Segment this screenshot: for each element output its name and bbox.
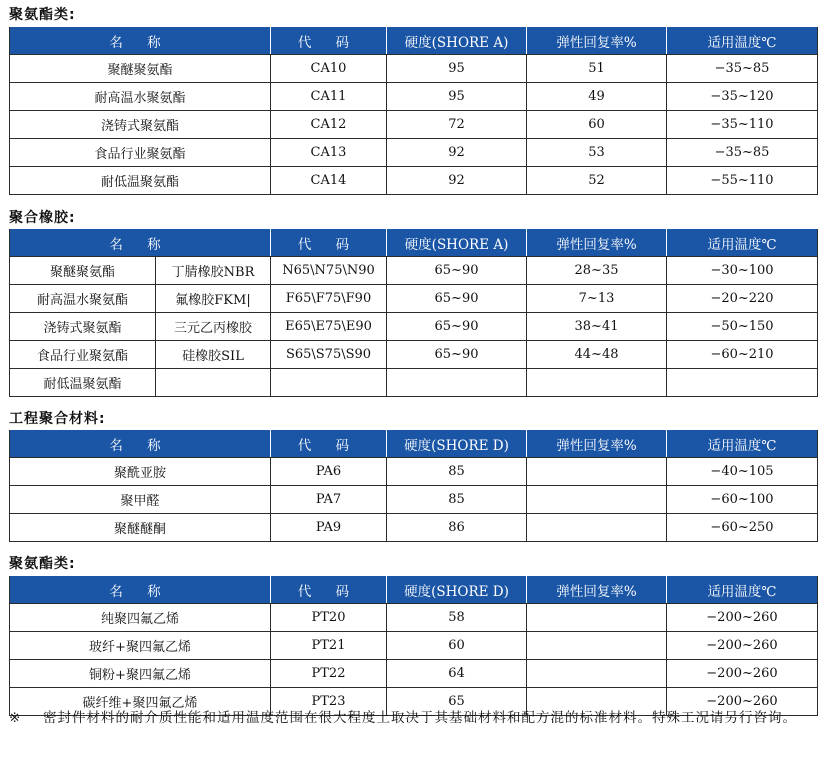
section-title-ptfe: 聚氨酯类: bbox=[9, 556, 76, 572]
table-cell bbox=[527, 660, 667, 688]
table-cell: 氟橡胶FKM| bbox=[156, 285, 271, 313]
table-cell bbox=[271, 369, 387, 397]
table-cell: 三元乙丙橡胶 bbox=[156, 313, 271, 341]
table-row bbox=[10, 458, 818, 486]
table-cell: 聚甲醛 bbox=[10, 486, 271, 514]
table-cell: S65\S75\S90 bbox=[271, 341, 387, 369]
note-mark: ※ bbox=[9, 710, 22, 726]
header-temp: 适用温度℃ bbox=[667, 576, 818, 604]
table-cell: −60~210 bbox=[667, 341, 818, 369]
table-cell: F65\F75\F90 bbox=[271, 285, 387, 313]
table-cell: 38~41 bbox=[527, 313, 667, 341]
table-cell: 聚醚聚氨酯 bbox=[10, 55, 271, 83]
section-title-engineering: 工程聚合材料: bbox=[9, 411, 106, 427]
table-cell: 碳纤维+聚四氟乙烯 bbox=[10, 688, 271, 716]
table-cell: 玻纤+聚四氟乙烯 bbox=[10, 632, 271, 660]
table-row bbox=[10, 486, 818, 514]
header-temp: 适用温度℃ bbox=[667, 27, 818, 55]
table-cell: 食品行业聚氨酯 bbox=[10, 341, 156, 369]
table-cell: −60~250 bbox=[667, 514, 818, 542]
section-title-polyurethane: 聚氨酯类: bbox=[9, 7, 76, 23]
table-cell: PT22 bbox=[271, 660, 387, 688]
rubber-table bbox=[9, 229, 818, 397]
table-cell: −35~110 bbox=[667, 111, 818, 139]
table-cell: 64 bbox=[387, 660, 527, 688]
section-title-rubber: 聚合橡胶: bbox=[9, 210, 76, 226]
table-cell: PT21 bbox=[271, 632, 387, 660]
table-cell: 95 bbox=[387, 83, 527, 111]
header-resilience: 弹性回复率% bbox=[527, 229, 667, 257]
engineering-table bbox=[9, 430, 818, 542]
header-hardness: 硬度(SHORE A) bbox=[387, 229, 527, 257]
table-cell: 60 bbox=[387, 632, 527, 660]
table-row bbox=[10, 167, 818, 195]
table-cell: N65\N75\N90 bbox=[271, 257, 387, 285]
table-row bbox=[10, 341, 818, 369]
table-cell: 72 bbox=[387, 111, 527, 139]
table-cell: 纯聚四氟乙烯 bbox=[10, 604, 271, 632]
header-resilience: 弹性回复率% bbox=[527, 576, 667, 604]
table-cell: 58 bbox=[387, 604, 527, 632]
table-cell: PA9 bbox=[271, 514, 387, 542]
table-cell: 65~90 bbox=[387, 313, 527, 341]
table-cell: CA13 bbox=[271, 139, 387, 167]
table-cell: −35~85 bbox=[667, 55, 818, 83]
table-cell: 65~90 bbox=[387, 341, 527, 369]
table-cell bbox=[527, 486, 667, 514]
table-cell: 60 bbox=[527, 111, 667, 139]
table-cell: PT20 bbox=[271, 604, 387, 632]
table-cell: 85 bbox=[387, 486, 527, 514]
table-cell: 44~48 bbox=[527, 341, 667, 369]
table-cell: 92 bbox=[387, 167, 527, 195]
table-cell: 耐低温聚氨酯 bbox=[10, 167, 271, 195]
table-cell: −50~150 bbox=[667, 313, 818, 341]
table-cell: −60~100 bbox=[667, 486, 818, 514]
table-cell bbox=[527, 514, 667, 542]
header-temp: 适用温度℃ bbox=[667, 229, 818, 257]
header-resilience: 弹性回复率% bbox=[527, 430, 667, 458]
table-cell: PA7 bbox=[271, 486, 387, 514]
table-cell: 92 bbox=[387, 139, 527, 167]
table-cell: 65~90 bbox=[387, 257, 527, 285]
header-name: 名 称 bbox=[10, 229, 271, 257]
table-row bbox=[10, 313, 818, 341]
table-row bbox=[10, 632, 818, 660]
table-cell: 聚酰亚胺 bbox=[10, 458, 271, 486]
table-cell bbox=[527, 369, 667, 397]
table-cell: CA11 bbox=[271, 83, 387, 111]
table-cell: −200~260 bbox=[667, 632, 818, 660]
table-cell: 耐高温水聚氨酯 bbox=[10, 83, 271, 111]
table-cell: 52 bbox=[527, 167, 667, 195]
header-temp: 适用温度℃ bbox=[667, 430, 818, 458]
table-cell: 丁腈橡胶NBR bbox=[156, 257, 271, 285]
header-hardness: 硬度(SHORE A) bbox=[387, 27, 527, 55]
table-cell: 铜粉+聚四氟乙烯 bbox=[10, 660, 271, 688]
table-cell: 53 bbox=[527, 139, 667, 167]
ptfe-table bbox=[9, 576, 818, 716]
header-name: 名 称 bbox=[10, 430, 271, 458]
table-cell bbox=[387, 369, 527, 397]
table-row bbox=[10, 83, 818, 111]
table-row bbox=[10, 604, 818, 632]
table-cell: −30~100 bbox=[667, 257, 818, 285]
table-cell: −200~260 bbox=[667, 688, 818, 716]
table-row bbox=[10, 369, 818, 397]
table-cell: 49 bbox=[527, 83, 667, 111]
footnote bbox=[9, 706, 817, 730]
table-cell: −55~110 bbox=[667, 167, 818, 195]
table-row bbox=[10, 660, 818, 688]
table-cell bbox=[527, 632, 667, 660]
table-row bbox=[10, 514, 818, 542]
header-hardness: 硬度(SHORE D) bbox=[387, 430, 527, 458]
table-cell: −20~220 bbox=[667, 285, 818, 313]
table-cell: 7~13 bbox=[527, 285, 667, 313]
table-cell bbox=[156, 369, 271, 397]
table-cell bbox=[527, 458, 667, 486]
table-cell: 浇铸式聚氨酯 bbox=[10, 111, 271, 139]
table-cell bbox=[667, 369, 818, 397]
table-cell: 95 bbox=[387, 55, 527, 83]
header-name: 名 称 bbox=[10, 27, 271, 55]
table-cell: −35~120 bbox=[667, 83, 818, 111]
table-cell: 食品行业聚氨酯 bbox=[10, 139, 271, 167]
table-cell: 耐高温水聚氨酯 bbox=[10, 285, 156, 313]
table-cell: 86 bbox=[387, 514, 527, 542]
table-cell: 85 bbox=[387, 458, 527, 486]
table-cell: −35~85 bbox=[667, 139, 818, 167]
table-cell: E65\E75\E90 bbox=[271, 313, 387, 341]
table-cell: 聚醚醚酮 bbox=[10, 514, 271, 542]
polyurethane-table bbox=[9, 27, 818, 195]
table-cell: 51 bbox=[527, 55, 667, 83]
table-cell: PA6 bbox=[271, 458, 387, 486]
header-code: 代 码 bbox=[271, 27, 387, 55]
table-row bbox=[10, 257, 818, 285]
table-cell: CA12 bbox=[271, 111, 387, 139]
table-cell: PT23 bbox=[271, 688, 387, 716]
table-cell: CA10 bbox=[271, 55, 387, 83]
note-text: 密封件材料的耐介质性能和适用温度范围在很大程度上取决于其基础材料和配方混的标准材料。特殊工况请另行咨询。 bbox=[43, 710, 797, 726]
table-row bbox=[10, 139, 818, 167]
table-cell: 耐低温聚氨酯 bbox=[10, 369, 156, 397]
table-cell: 硅橡胶SIL bbox=[156, 341, 271, 369]
table-cell bbox=[527, 604, 667, 632]
table-cell: CA14 bbox=[271, 167, 387, 195]
header-code: 代 码 bbox=[271, 430, 387, 458]
table-cell: 65 bbox=[387, 688, 527, 716]
header-code: 代 码 bbox=[271, 576, 387, 604]
header-name: 名 称 bbox=[10, 576, 271, 604]
table-cell: 65~90 bbox=[387, 285, 527, 313]
table-cell: 28~35 bbox=[527, 257, 667, 285]
table-cell: 聚醚聚氨酯 bbox=[10, 257, 156, 285]
table-row bbox=[10, 55, 818, 83]
table-row bbox=[10, 285, 818, 313]
table-cell: −200~260 bbox=[667, 660, 818, 688]
table-cell: −200~260 bbox=[667, 604, 818, 632]
header-code: 代 码 bbox=[271, 229, 387, 257]
header-hardness: 硬度(SHORE D) bbox=[387, 576, 527, 604]
table-cell: 浇铸式聚氨酯 bbox=[10, 313, 156, 341]
table-row bbox=[10, 111, 818, 139]
header-resilience: 弹性回复率% bbox=[527, 27, 667, 55]
table-cell: −40~105 bbox=[667, 458, 818, 486]
